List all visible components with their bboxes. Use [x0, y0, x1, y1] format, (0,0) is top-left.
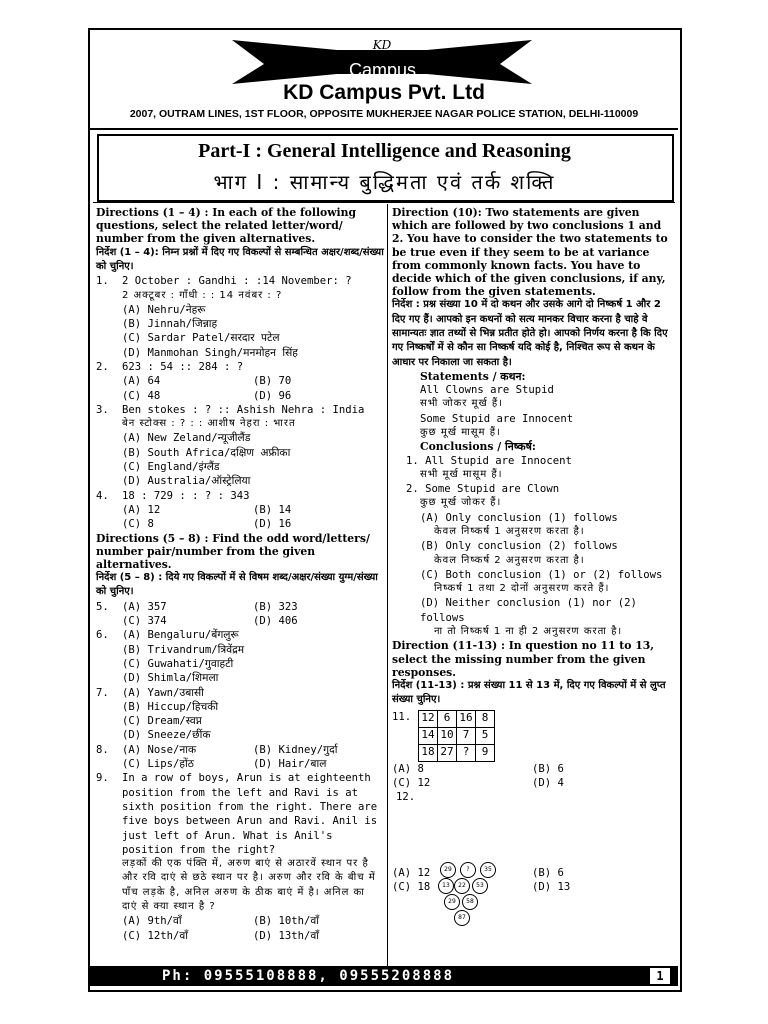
statements-label: Statements / कथन:: [420, 369, 526, 383]
column-top-divider: [93, 202, 675, 203]
option-d[interactable]: (D) Hair/बाल: [253, 758, 327, 771]
title-hindi: भाग I : सामान्य बुद्धिमता एवं तर्क शक्ति: [213, 170, 556, 194]
option-c[interactable]: (C) 18: [392, 881, 431, 894]
conclusion-1-hindi: सभी मूर्ख मासूम हैं।: [420, 468, 503, 480]
grid-cell: 12: [419, 710, 438, 727]
question-5: [96, 600, 384, 629]
question-number: 4.: [96, 489, 109, 502]
direction-10: Direction (10): Two statements are given which are followed by two conclusions 1 and 2. You have to consider the two statements to be true even if they seem to be at variance from commonly known facts. You have to decide which of the given conclusions, if any, follow from the given statements.: [392, 206, 668, 299]
grid-cell: 10: [438, 727, 457, 744]
directions-1-4-hindi: निर्देश (1 – 4): निम्न प्रश्नों में दिए गए विकल्पों से सम्बन्धित अक्षर/शब्द/संख्या को चुनिए।: [96, 246, 384, 272]
option-a[interactable]: (A) Bengaluru/बेंगलुरू: [122, 629, 239, 642]
option-a[interactable]: (A) 12: [392, 867, 431, 880]
option-c-hindi: निष्कर्ष 1 तथा 2 दोनों अनुसरण करते हैं।: [434, 583, 610, 595]
option-d[interactable]: (D) 13th/वाँ: [253, 929, 320, 942]
directions-5-8-hindi: निर्देश (5 – 8) : दिये गए विकल्पों में से विषम शब्द/अक्षर/संख्या युग्म/संख्या को चुनिए।: [96, 572, 378, 598]
option-b[interactable]: (B) 323: [253, 600, 298, 613]
question-number: 5.: [96, 600, 109, 613]
question-number: 1.: [96, 275, 109, 288]
question-12: [392, 790, 672, 866]
left-column: [96, 206, 384, 943]
page-number: 1: [650, 968, 670, 984]
grid-row: [419, 744, 495, 761]
grid-cell: 18: [419, 744, 438, 761]
grid-cell: 7: [457, 727, 476, 744]
circle-number: 29: [444, 894, 460, 910]
question-11: [392, 710, 672, 762]
question-1: [96, 274, 384, 360]
header-divider: [90, 128, 678, 130]
option-c[interactable]: (C) 8: [122, 518, 154, 531]
option-c[interactable]: (C) 12: [392, 776, 431, 789]
option-a[interactable]: (A) Yawn/उबासी: [122, 686, 204, 699]
option-a[interactable]: (A) 357: [122, 600, 167, 613]
option-c[interactable]: (C) 12th/वाँ: [122, 929, 189, 942]
directions-11-13: Direction (11-13) : In question no 11 to 13, select the missing number from the given responses.: [392, 639, 654, 679]
directions-5-8: Directions (5 – 8) : Find the odd word/letters/ number pair/number from the given alternatives.: [96, 531, 370, 571]
conclusion-1: 1. All Stupid are Innocent: [406, 454, 572, 467]
option-d[interactable]: (D) Manmohan Singh/मनमोहन सिंह: [122, 346, 298, 359]
directions-1-4: Directions (1 – 4) : In each of the following questions, select the related letter/word/ number from the given alternatives.: [96, 206, 357, 246]
question-text-hindi: लड़कों की एक पंक्ति में, अरुण बाएं से अठारवें स्थान पर है और रवि दाएं से छठे स्थान पर है। अरुण और रवि के बीच में पाँच लड़के है, अनिल अरुण के ठीक बाएं में है। अनिल का दाएं से क्या स्थान है ?: [122, 858, 376, 912]
grid-cell: 8: [476, 710, 495, 727]
grid-cell: 6: [438, 710, 457, 727]
option-d[interactable]: (D) Neither conclusion (1) nor (2) follows: [420, 597, 637, 624]
option-a[interactable]: (A) 8: [392, 762, 424, 775]
column-divider: [387, 204, 388, 966]
footer-bar: [90, 966, 678, 986]
question-text: In a row of boys, Arun is at eighteenth position from the left and Ravi is at sixth position from the right. There are five boys between Arun and Ravi. Anil is just left of Arun. What is Anil's position from the right?: [122, 772, 378, 856]
option-a[interactable]: (A) 9th/वाँ: [122, 915, 182, 928]
circle-number: 58: [462, 894, 478, 910]
directions-11-13-hindi: निर्देश (11-13) : प्रश्न संख्या 11 से 13 में, दिए गए विकल्पों में से लुप्त संख्या चुनिए।: [392, 679, 666, 706]
number-grid: [418, 710, 495, 762]
grid-cell: 16: [457, 710, 476, 727]
grid-cell: 5: [476, 727, 495, 744]
option-d[interactable]: (D) 96: [253, 389, 292, 402]
question-number: 7.: [96, 686, 109, 699]
option-a-hindi: केवल निष्कर्ष 1 अनुसरण करता है।: [434, 525, 585, 537]
question-8: [96, 743, 384, 772]
question-text: 2 October : Gandhi : :14 November: ?: [122, 275, 352, 288]
question-number: 11.: [392, 710, 412, 723]
question-number: 12.: [396, 791, 416, 804]
circle-number: 29: [440, 862, 456, 878]
circle-figure: [432, 862, 502, 928]
option-a[interactable]: (A) Only conclusion (1) follows: [420, 511, 618, 524]
grid-row: [419, 727, 495, 744]
option-c[interactable]: (C) Both conclusion (1) or (2) follows: [420, 568, 663, 581]
statement-2-hindi: कुछ मूर्ख मासूम हैं।: [420, 427, 501, 438]
question-text-hindi: 2 अक्टूबर : गाँधी : : 14 नवंबर : ?: [122, 289, 283, 301]
question-text: 623 : 54 :: 284 : ?: [122, 360, 244, 373]
conclusion-2-hindi: कुछ मूर्ख जोकर हैं।: [420, 497, 502, 509]
grid-cell: 9: [476, 744, 495, 761]
question-text: Ben stokes : ? :: Ashish Nehra : India: [122, 403, 365, 416]
circle-number: 22: [454, 878, 470, 894]
option-d[interactable]: (D) Australia/ऑस्ट्रेलिया: [122, 475, 251, 488]
company-name: KD Campus Pvt. Ltd: [283, 81, 485, 104]
option-d[interactable]: (D) 406: [253, 615, 298, 628]
statement-1-hindi: सभी जोकर मूर्ख हैं।: [420, 398, 503, 410]
option-b[interactable]: (B) Jinnah/जिन्नाह: [122, 318, 218, 331]
grid-cell: ?: [457, 744, 476, 761]
option-d[interactable]: (D) Sneeze/छींक: [122, 729, 211, 742]
title-english: Part-I : General Intelligence and Reasoning: [198, 140, 571, 162]
circle-number: 87: [454, 910, 470, 926]
right-column: [392, 206, 672, 895]
option-b[interactable]: (B) Trivandrum/त्रिवेंद्रम: [122, 643, 245, 656]
option-c[interactable]: (C) Lips/होंठ: [122, 758, 194, 771]
question-number: 3.: [96, 403, 109, 416]
question-7: [96, 686, 384, 743]
question-text: 18 : 729 : : ? : 343: [122, 489, 250, 502]
question-number: 6.: [96, 629, 109, 642]
question-6: [96, 628, 384, 685]
option-b[interactable]: (B) Only conclusion (2) follows: [420, 540, 618, 553]
option-c[interactable]: (C) 374: [122, 615, 167, 628]
option-b[interactable]: (B) 6: [532, 867, 564, 880]
option-a[interactable]: (A) Nehru/नेहरू: [122, 303, 206, 316]
logo-campus-text: Campus: [348, 60, 417, 80]
option-d-hindi: ना तो निष्कर्ष 1 ना ही 2 अनुसरण करता है।: [434, 626, 623, 638]
option-b[interactable]: (B) 70: [253, 375, 292, 388]
conclusion-2: 2. Some Stupid are Clown: [406, 483, 560, 496]
question-number: 2.: [96, 360, 109, 373]
footer-phone: Ph: 09555108888, 09555208888: [162, 968, 455, 984]
option-d[interactable]: (D) 13: [532, 881, 571, 894]
circle-number: 53: [472, 878, 488, 894]
question-number: 8.: [96, 743, 109, 756]
option-b[interactable]: (B) 6: [532, 762, 564, 775]
option-a[interactable]: (A) 64: [122, 375, 161, 388]
option-b[interactable]: (B) Hiccup/हिचकी: [122, 700, 219, 713]
question-text-hindi: बेन स्टोक्स : ? : : आशीष नेहरा : भारत: [122, 418, 296, 430]
option-b[interactable]: (B) Kidney/गुर्दा: [253, 743, 338, 756]
question-3: [96, 403, 384, 489]
circle-number: ?: [460, 862, 476, 878]
statement-2: Some Stupid are Innocent: [420, 412, 574, 425]
statement-1: All Clowns are Stupid: [420, 384, 554, 397]
option-a[interactable]: (A) New Zeland/न्यूजीलैंड: [122, 432, 251, 445]
circle-number: 35: [480, 862, 496, 878]
option-b[interactable]: (B) 10th/वाँ: [253, 915, 320, 928]
grid-cell: 14: [419, 727, 438, 744]
circle-number: 13: [438, 878, 454, 894]
option-c[interactable]: (C) Sardar Patel/सरदार पटेल: [122, 332, 280, 345]
option-c[interactable]: (C) 48: [122, 389, 161, 402]
option-a[interactable]: (A) 12: [122, 503, 161, 516]
question-number: 9.: [96, 772, 109, 785]
option-c[interactable]: (C) Guwahati/गुवाहटी: [122, 657, 234, 670]
option-b[interactable]: (B) South Africa/दक्षिण अफ्रीका: [122, 446, 291, 459]
logo-kd-text: KD: [372, 38, 392, 52]
question-4: [96, 489, 384, 532]
option-a[interactable]: (A) Nose/नाक: [122, 743, 197, 756]
option-b-hindi: केवल निष्कर्ष 2 अनुसरण करता है।: [434, 554, 585, 566]
option-b[interactable]: (B) 14: [253, 503, 292, 516]
question-9: [96, 771, 384, 943]
company-address: 2007, OUTRAM LINES, 1ST FLOOR, OPPOSITE MUKHERJEE NAGAR POLICE STATION, DELHI-110009: [129, 108, 639, 120]
direction-10-hindi: निर्देश : प्रश्न संख्या 10 में दो कथन और उसके आगे दो निष्कर्ष 1 और 2 दिए गए हैं। आपको इन कथनों को सत्य मानकर विचार करना है चाहे वे सामान्यतः ज्ञात तथ्यों से भिन्न प्रतीत होते हो। आपको निर्णय करना है कि दिए गए निष्कर्षों में से कौन सा निष्कर्ष यदि कोई है, निश्चित रूप से कथन के आधार पर निकाला जा सकता है।: [392, 299, 668, 368]
option-d[interactable]: (D) 4: [532, 776, 564, 789]
option-d[interactable]: (D) Shimla/शिमला: [122, 672, 219, 685]
conclusions-label: Conclusions / निष्कर्ष:: [420, 440, 536, 454]
grid-cell: 27: [438, 744, 457, 761]
grid-row: [419, 710, 495, 727]
question-2: [96, 360, 384, 403]
option-c[interactable]: (C) England/इंग्लैंड: [122, 461, 220, 474]
option-c[interactable]: (C) Dream/स्वप्न: [122, 715, 202, 728]
option-d[interactable]: (D) 16: [253, 518, 292, 531]
